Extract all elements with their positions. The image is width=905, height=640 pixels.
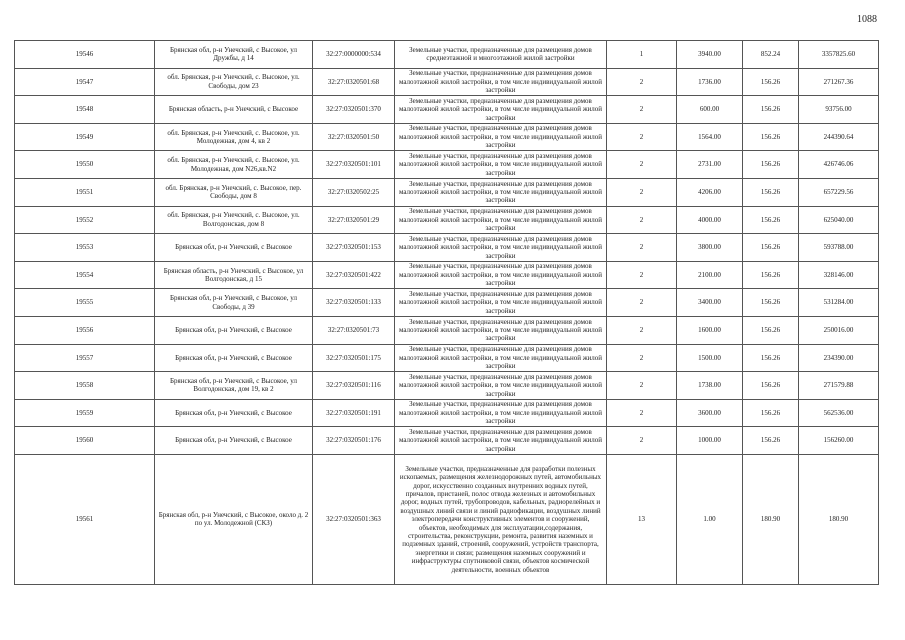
row-number-cell: 19554 xyxy=(15,261,155,289)
cadastral-value-cell: 180.90 xyxy=(799,454,879,584)
group-cell: 2 xyxy=(607,427,677,455)
row-number-cell: 19559 xyxy=(15,399,155,427)
table-row xyxy=(15,372,879,400)
row-number-cell: 19561 xyxy=(15,454,155,584)
land-use-cell: Земельные участки, предназначенные для размещения домов малоэтажной жилой застройки, в том числе индивидуальной жилой застройки xyxy=(395,261,607,289)
area-cell: 1000.00 xyxy=(677,427,743,455)
area-cell: 4206.00 xyxy=(677,178,743,206)
cadastral-number-cell: 32:27:0000000:534 xyxy=(313,41,395,69)
table-row xyxy=(15,344,879,372)
cadastral-value-cell: 93756.00 xyxy=(799,96,879,124)
table-row xyxy=(15,316,879,344)
cadastral-value-table xyxy=(14,40,879,585)
group-cell: 13 xyxy=(607,454,677,584)
cadastral-number-cell: 32:27:0320501:422 xyxy=(313,261,395,289)
table-row xyxy=(15,68,879,96)
address-cell: обл. Брянская, р-н Унечский, с. Высокое, ул. Волгодонская, дом 8 xyxy=(155,206,313,234)
cadastral-value-cell: 156260.00 xyxy=(799,427,879,455)
table-body xyxy=(15,41,879,585)
rate-cell: 156.26 xyxy=(743,206,799,234)
address-cell: Брянская обл, р-н Унечский, с Высокое, ул Волгодонская, дом 19, кв 2 xyxy=(155,372,313,400)
table-row xyxy=(15,41,879,69)
area-cell: 3400.00 xyxy=(677,289,743,317)
area-cell: 2731.00 xyxy=(677,151,743,179)
table-row xyxy=(15,289,879,317)
land-use-cell: Земельные участки, предназначенные для размещения домов малоэтажной жилой застройки, в том числе индивидуальной жилой застройки xyxy=(395,123,607,151)
rate-cell: 156.26 xyxy=(743,234,799,262)
rate-cell: 180.90 xyxy=(743,454,799,584)
group-cell: 2 xyxy=(607,399,677,427)
group-cell: 2 xyxy=(607,372,677,400)
address-cell: обл. Брянская, р-н Унечский, с. Высокое, ул. Молодежная, дом N26,кв.N2 xyxy=(155,151,313,179)
cadastral-value-cell: 625040.00 xyxy=(799,206,879,234)
area-cell: 3940.00 xyxy=(677,41,743,69)
group-cell: 2 xyxy=(607,316,677,344)
land-use-cell: Земельные участки, предназначенные для размещения домов малоэтажной жилой застройки, в том числе индивидуальной жилой застройки xyxy=(395,372,607,400)
cadastral-value-cell: 657229.56 xyxy=(799,178,879,206)
table-row xyxy=(15,178,879,206)
cadastral-value-cell: 271579.88 xyxy=(799,372,879,400)
group-cell: 2 xyxy=(607,123,677,151)
address-cell: Брянская обл, р-н Унечский, с Высокое xyxy=(155,344,313,372)
cadastral-number-cell: 32:27:0320501:370 xyxy=(313,96,395,124)
land-use-cell: Земельные участки, предназначенные для размещения домов малоэтажной жилой застройки, в том числе индивидуальной жилой застройки xyxy=(395,344,607,372)
land-use-cell: Земельные участки, предназначенные для разработки полезных ископаемых, размещения железнодорожных путей, автомобильных дорог, искусственно созданных внутренних водных путей, причалов, пристаней, полос отвода железных и автомобильных дорог, водных путей, трубопроводов, кабельных, радиорелейных и воздушных линий связи и линий радиофикации, воздушных линий электропередачи конструктивных элементов и сооружений, объектов, необходимых для эксплуатации,содержания, строительства, реконструкции, ремонта, развития наземных и подземных зданий, строений, сооружений, устройств транспорта, энергетики и связи; размещения наземных сооружений и инфраструктуры спутниковой связи, объектов космической деятельности, военных объектов xyxy=(395,454,607,584)
row-number-cell: 19560 xyxy=(15,427,155,455)
rate-cell: 156.26 xyxy=(743,372,799,400)
cadastral-value-cell: 271267.36 xyxy=(799,68,879,96)
table-row xyxy=(15,399,879,427)
row-number-cell: 19555 xyxy=(15,289,155,317)
group-cell: 2 xyxy=(607,289,677,317)
area-cell: 1738.00 xyxy=(677,372,743,400)
table-row xyxy=(15,123,879,151)
group-cell: 1 xyxy=(607,41,677,69)
land-use-cell: Земельные участки, предназначенные для размещения домов малоэтажной жилой застройки, в том числе индивидуальной жилой застройки xyxy=(395,206,607,234)
address-cell: Брянская область, р-н Унечский, с Высокое xyxy=(155,96,313,124)
rate-cell: 156.26 xyxy=(743,289,799,317)
address-cell: обл. Брянская, р-н Унечский, с. Высокое, ул. Молодежная, дом 4, кв 2 xyxy=(155,123,313,151)
area-cell: 2100.00 xyxy=(677,261,743,289)
area-cell: 1600.00 xyxy=(677,316,743,344)
address-cell: Брянская обл, р-н Унечский, с Высокое xyxy=(155,316,313,344)
rate-cell: 156.26 xyxy=(743,316,799,344)
address-cell: Брянская обл, р-н Унечский, с Высокое xyxy=(155,427,313,455)
group-cell: 2 xyxy=(607,151,677,179)
land-use-cell: Земельные участки, предназначенные для размещения домов малоэтажной жилой застройки, в том числе индивидуальной жилой застройки xyxy=(395,427,607,455)
cadastral-value-cell: 250016.00 xyxy=(799,316,879,344)
land-use-cell: Земельные участки, предназначенные для размещения домов малоэтажной жилой застройки, в том числе индивидуальной жилой застройки xyxy=(395,96,607,124)
row-number-cell: 19546 xyxy=(15,41,155,69)
address-cell: Брянская обл, р-н Унечский, с Высокое, ул Дружбы, д 14 xyxy=(155,41,313,69)
cadastral-number-cell: 32:27:0320501:133 xyxy=(313,289,395,317)
group-cell: 2 xyxy=(607,68,677,96)
address-cell: Брянская обл, р-н Унечский, с Высокое xyxy=(155,234,313,262)
row-number-cell: 19550 xyxy=(15,151,155,179)
table-row xyxy=(15,454,879,584)
area-cell: 1564.00 xyxy=(677,123,743,151)
rate-cell: 156.26 xyxy=(743,96,799,124)
cadastral-number-cell: 32:27:0320501:116 xyxy=(313,372,395,400)
cadastral-number-cell: 32:27:0320501:101 xyxy=(313,151,395,179)
area-cell: 4000.00 xyxy=(677,206,743,234)
rate-cell: 852.24 xyxy=(743,41,799,69)
group-cell: 2 xyxy=(607,206,677,234)
cadastral-number-cell: 32:27:0320501:68 xyxy=(313,68,395,96)
page-number: 1088 xyxy=(857,14,877,25)
row-number-cell: 19548 xyxy=(15,96,155,124)
table-row xyxy=(15,261,879,289)
land-use-cell: Земельные участки, предназначенные для размещения домов малоэтажной жилой застройки, в том числе индивидуальной жилой застройки xyxy=(395,289,607,317)
land-use-cell: Земельные участки, предназначенные для размещения домов малоэтажной жилой застройки, в том числе индивидуальной жилой застройки xyxy=(395,178,607,206)
cadastral-number-cell: 32:27:0320502:25 xyxy=(313,178,395,206)
row-number-cell: 19552 xyxy=(15,206,155,234)
rate-cell: 156.26 xyxy=(743,399,799,427)
cadastral-number-cell: 32:27:0320501:29 xyxy=(313,206,395,234)
table-row xyxy=(15,96,879,124)
area-cell: 1500.00 xyxy=(677,344,743,372)
rate-cell: 156.26 xyxy=(743,344,799,372)
cadastral-value-cell: 328146.00 xyxy=(799,261,879,289)
land-use-cell: Земельные участки, предназначенные для размещения домов малоэтажной жилой застройки, в том числе индивидуальной жилой застройки xyxy=(395,234,607,262)
land-use-cell: Земельные участки, предназначенные для размещения домов среднеэтажной и многоэтажной жилой застройки xyxy=(395,41,607,69)
rate-cell: 156.26 xyxy=(743,427,799,455)
row-number-cell: 19547 xyxy=(15,68,155,96)
row-number-cell: 19558 xyxy=(15,372,155,400)
address-cell: обл. Брянская, р-н Унечский, с. Высокое, пер. Свободы, дом 8 xyxy=(155,178,313,206)
address-cell: Брянская область, р-н Унечский, с Высокое, ул Волгодонская, д 15 xyxy=(155,261,313,289)
cadastral-value-cell: 234390.00 xyxy=(799,344,879,372)
area-cell: 3600.00 xyxy=(677,399,743,427)
group-cell: 2 xyxy=(607,344,677,372)
group-cell: 2 xyxy=(607,234,677,262)
cadastral-number-cell: 32:27:0320501:175 xyxy=(313,344,395,372)
cadastral-number-cell: 32:27:0320501:50 xyxy=(313,123,395,151)
area-cell: 1736.00 xyxy=(677,68,743,96)
group-cell: 2 xyxy=(607,261,677,289)
cadastral-value-cell: 244390.64 xyxy=(799,123,879,151)
cadastral-number-cell: 32:27:0320501:153 xyxy=(313,234,395,262)
rate-cell: 156.26 xyxy=(743,123,799,151)
rate-cell: 156.26 xyxy=(743,151,799,179)
group-cell: 2 xyxy=(607,178,677,206)
land-use-cell: Земельные участки, предназначенные для размещения домов малоэтажной жилой застройки, в том числе индивидуальной жилой застройки xyxy=(395,151,607,179)
land-use-cell: Земельные участки, предназначенные для размещения домов малоэтажной жилой застройки, в том числе индивидуальной жилой застройки xyxy=(395,399,607,427)
table-row xyxy=(15,234,879,262)
cadastral-value-cell: 426746.06 xyxy=(799,151,879,179)
row-number-cell: 19553 xyxy=(15,234,155,262)
cadastral-number-cell: 32:27:0320501:176 xyxy=(313,427,395,455)
cadastral-number-cell: 32:27:0320501:363 xyxy=(313,454,395,584)
cadastral-value-cell: 3357825.60 xyxy=(799,41,879,69)
address-cell: обл. Брянская, р-н Унечский, с. Высокое, ул. Свободы, дом 23 xyxy=(155,68,313,96)
cadastral-number-cell: 32:27:0320501:191 xyxy=(313,399,395,427)
row-number-cell: 19557 xyxy=(15,344,155,372)
row-number-cell: 19549 xyxy=(15,123,155,151)
area-cell: 3800.00 xyxy=(677,234,743,262)
area-cell: 1.00 xyxy=(677,454,743,584)
table-row xyxy=(15,151,879,179)
land-use-cell: Земельные участки, предназначенные для размещения домов малоэтажной жилой застройки, в том числе индивидуальной жилой застройки xyxy=(395,316,607,344)
land-use-cell: Земельные участки, предназначенные для размещения домов малоэтажной жилой застройки, в том числе индивидуальной жилой застройки xyxy=(395,68,607,96)
rate-cell: 156.26 xyxy=(743,68,799,96)
cadastral-number-cell: 32:27:0320501:73 xyxy=(313,316,395,344)
area-cell: 600.00 xyxy=(677,96,743,124)
cadastral-value-cell: 593788.00 xyxy=(799,234,879,262)
group-cell: 2 xyxy=(607,96,677,124)
table-row xyxy=(15,206,879,234)
table-row xyxy=(15,427,879,455)
cadastral-value-cell: 531284.00 xyxy=(799,289,879,317)
address-cell: Брянская обл, р-н Унечский, с Высокое, ул Свободы, д 39 xyxy=(155,289,313,317)
row-number-cell: 19556 xyxy=(15,316,155,344)
address-cell: Брянская обл, р-н Унечский, с Высокое xyxy=(155,399,313,427)
cadastral-value-cell: 562536.00 xyxy=(799,399,879,427)
rate-cell: 156.26 xyxy=(743,261,799,289)
address-cell: Брянская обл, р-н Унечский, с Высокое, около д. 2 по ул. Молодежной (СКЗ) xyxy=(155,454,313,584)
row-number-cell: 19551 xyxy=(15,178,155,206)
rate-cell: 156.26 xyxy=(743,178,799,206)
